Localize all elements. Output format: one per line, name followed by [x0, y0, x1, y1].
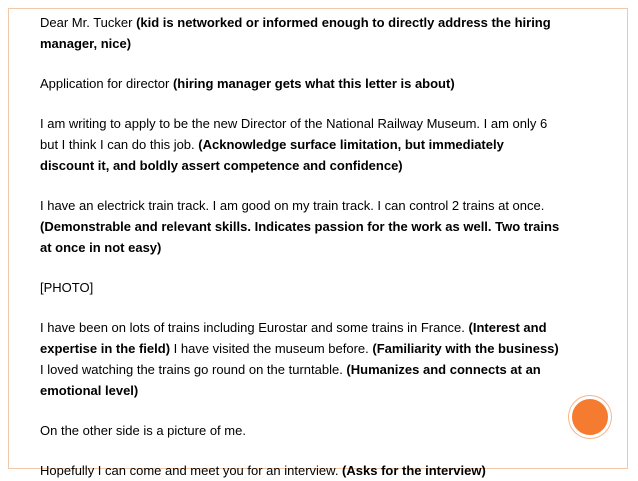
skills-text: I have an electrick train track. I am good on my train track. I can control 2 trains at once.	[40, 198, 545, 213]
subject-note: (hiring manager gets what this letter is about)	[172, 76, 455, 91]
subject-text: Application for director	[40, 76, 173, 91]
salutation-note: (kid is networked or informed enough to directly address the hiring manager, nice)	[40, 15, 551, 51]
closing-text: Hopefully I can come and meet you for an interview.	[40, 463, 343, 478]
intro-text: I am writing to apply to be the new Director of the National Railway Museum. I am only 6 but I think I can do this job.	[40, 116, 548, 152]
subject-paragraph	[40, 73, 560, 94]
experience-text-2: I have visited the museum before.	[170, 341, 373, 356]
experience-note-2: (Familiarity with the business)	[372, 341, 559, 356]
experience-note-3: (Humanizes and connects at an emotional level)	[40, 362, 541, 398]
intro-paragraph	[40, 113, 560, 176]
skills-note: (Demonstrable and relevant skills. Indicates passion for the work as well. Two trains at once in not easy)	[40, 219, 560, 255]
accent-circle	[569, 396, 611, 438]
experience-text-3: I loved watching the trains go round on the turntable.	[40, 362, 347, 377]
photo-placeholder-text: [PHOTO]	[40, 280, 94, 295]
closing-paragraph	[40, 460, 560, 481]
salutation-text: Dear Mr. Tucker	[40, 15, 137, 30]
experience-note-1: (Interest and expertise in the field)	[40, 320, 547, 356]
closing-note: (Asks for the interview)	[342, 463, 486, 478]
experience-text-1: I have been on lots of trains including Eurostar and some trains in France.	[40, 320, 469, 335]
picture-paragraph	[40, 420, 560, 441]
intro-note: (Acknowledge surface limitation, but immediately discount it, and boldly assert competence and confidence)	[40, 137, 504, 173]
experience-paragraph	[40, 317, 560, 401]
skills-paragraph	[40, 195, 560, 258]
photo-paragraph	[40, 277, 560, 298]
picture-text: On the other side is a picture of me.	[40, 423, 246, 438]
salutation-paragraph	[40, 12, 560, 54]
letter-body	[40, 12, 560, 481]
